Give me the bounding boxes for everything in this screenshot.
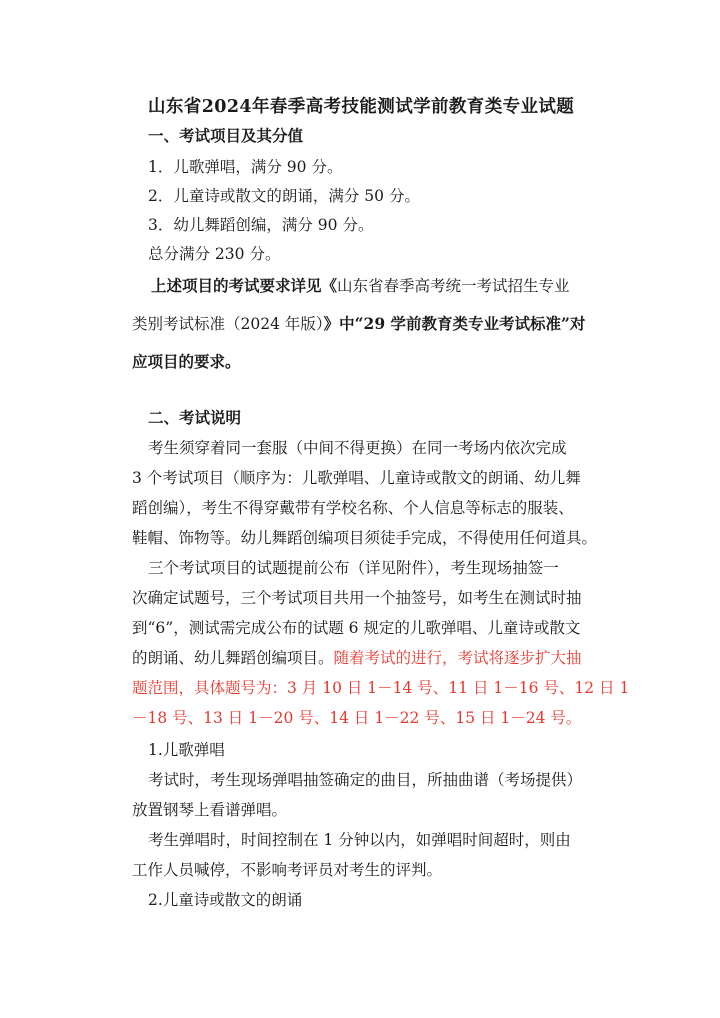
paragraph-line: 放置钢琴上看谱弹唱。	[132, 801, 288, 819]
requirement-line-3: 应项目的要求。	[132, 352, 241, 371]
highlighted-notice-line: －18 号、13 日 1－20 号、14 日 1－22 号、15 日 1－24 号。	[132, 709, 582, 727]
subsection-heading-song-singing: 1.儿歌弹唱	[148, 741, 225, 759]
paragraph-line: 3 个考试项目（顺序为：儿歌弹唱、儿童诗或散文的朗诵、幼儿舞	[132, 469, 581, 487]
standard-document-edition: 类别考试标准（2024 年版）	[132, 315, 324, 333]
section-heading-exam-items: 一、考试项目及其分值	[148, 126, 304, 145]
paragraph-line: 三个考试项目的试题提前公布（详见附件），考生现场抽签一	[148, 559, 559, 577]
subsection-heading-recitation: 2.儿童诗或散文的朗诵	[148, 891, 303, 909]
paragraph-line: 工作人员喊停，不影响考评员对考生的评判。	[132, 861, 443, 879]
section-heading-exam-notes: 二、考试说明	[148, 408, 242, 427]
highlighted-notice-line: 题范围，具体题号为：3 月 10 日 1－14 号、11 日 1－16 号、12 日 1	[132, 679, 630, 697]
requirement-line-1	[151, 275, 570, 297]
exam-item: 2．儿童诗或散文的朗诵，满分 50 分。	[148, 187, 420, 205]
paragraph-line: 次确定试题号，三个考试项目共用一个抽签号，如考生在测试时抽	[132, 589, 582, 607]
paragraph-line: 考生须穿着同一套服（中间不得更换）在同一考场内依次完成	[148, 439, 567, 457]
paragraph-line: 考试时，考生现场弹唱抽签确定的曲目，所抽曲谱（考场提供）	[148, 771, 583, 789]
requirement-bold-text: 》中“29 学前教育类专业考试标准”对	[323, 314, 586, 333]
total-score: 总分满分 230 分。	[148, 245, 281, 263]
paragraph-line-mixed	[132, 647, 582, 669]
paragraph-line: 鞋帽、饰物等。幼儿舞蹈创编项目须徒手完成，不得使用任何道具。	[132, 529, 598, 547]
exam-item: 1．儿歌弹唱，满分 90 分。	[148, 158, 343, 176]
requirement-bold-text: 上述项目的考试要求详见《	[151, 276, 338, 295]
standard-document-name: 山东省春季高考统一考试招生专业	[337, 277, 570, 295]
paragraph-line: 到“6”，测试需完成公布的试题 6 规定的儿歌弹唱、儿童诗或散文	[132, 619, 581, 637]
paragraph-text: 的朗诵、幼儿舞蹈创编项目。	[132, 649, 334, 667]
document-title: 山东省2024年春季高考技能测试学前教育类专业试题	[148, 97, 575, 117]
exam-item: 3．幼儿舞蹈创编，满分 90 分。	[148, 216, 374, 234]
highlighted-notice-text: 随着考试的进行，考试将逐步扩大抽	[333, 649, 582, 667]
requirement-line-2	[132, 313, 585, 335]
paragraph-line: 蹈创编），考生不得穿戴带有学校名称、个人信息等标志的服装、	[132, 499, 574, 517]
paragraph-line: 考生弹唱时，时间控制在 1 分钟以内，如弹唱时间超时，则由	[148, 831, 571, 849]
